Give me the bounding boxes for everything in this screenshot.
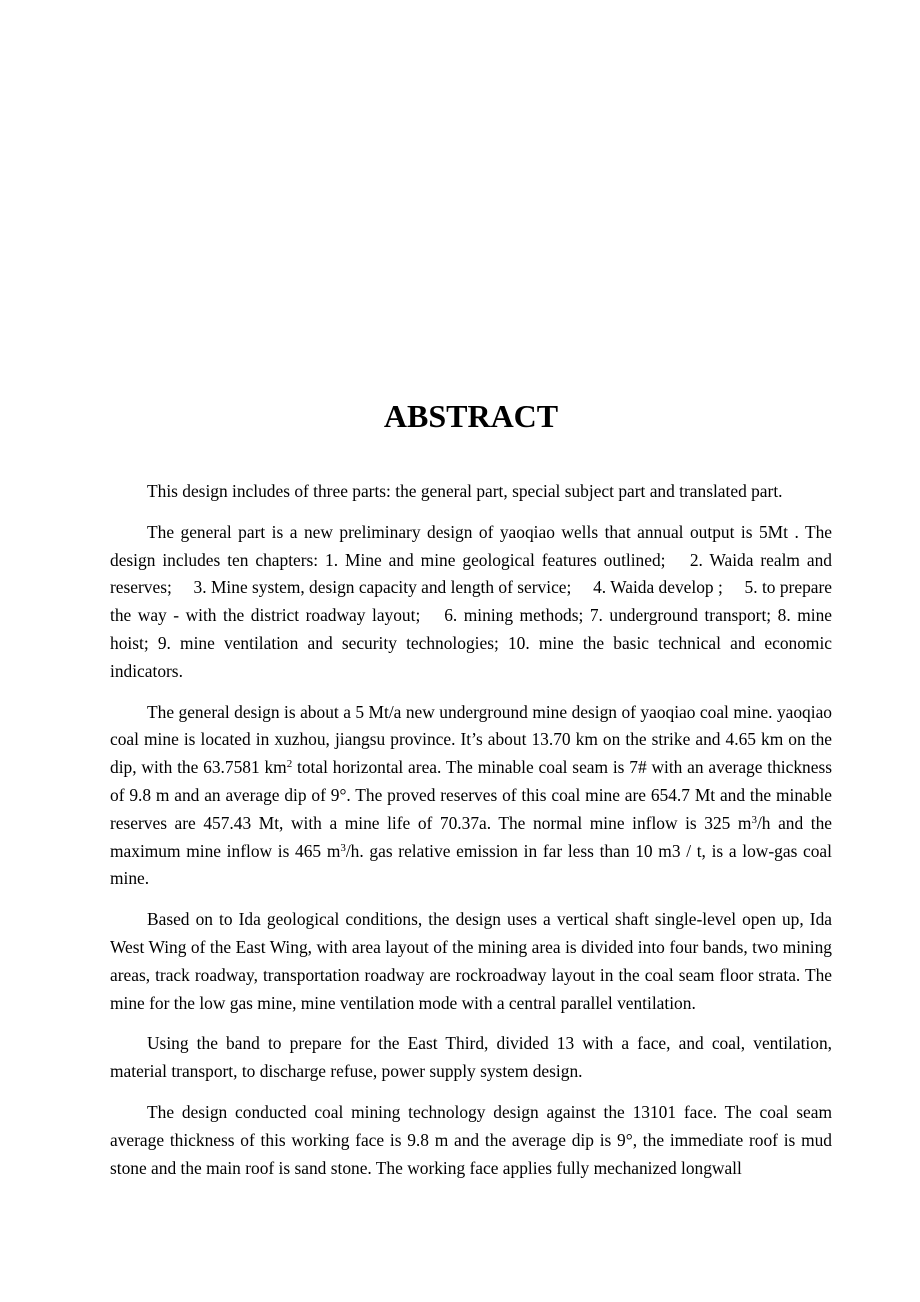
paragraph-6: The design conducted coal mining technology design against the 13101 face. The coal seam average thickness of this working face is 9.8 m and the average dip is 9°, the immediate roof is mud stone and the main roof is sand stone. The working face applies fully mechanized longwall bbox=[110, 1101, 832, 1178]
paragraph-4: Based on to Ida geological conditions, the design uses a vertical shaft single-level open up, Ida West Wing of the East Wing, with area layout of the mining area is divided into four bands, two mining areas, track roadway, transportation roadway are rockroadway layout in the coal seam floor strata. The mine for the low gas mine, mine ventilation mode with a central parallel ventilation. bbox=[110, 909, 832, 1013]
superscript-3: 3 bbox=[751, 813, 757, 826]
paragraph-3-text-4: /h. gas relative emission in far less than 10 m3 / t, is a low-gas coal mine. bbox=[110, 840, 832, 889]
abstract-body bbox=[110, 478, 832, 1195]
paragraph-2: The general part is a new preliminary design of yaoqiao wells that annual output is 5Mt . The design includes ten chapters: 1. Mine and mine geological features outlined; 2. Waida realm and reserves; 3. Mine system, design capacity and length of service; 4. Waida develop ; 5. to prepare the way - with the district roadway layout; 6. mining methods; 7. underground transport; 8. mine hoist; 9. mine ventilation and security technologies; 10. mine the basic technical and economic indicators. bbox=[110, 521, 832, 681]
page-title: ABSTRACT bbox=[383, 398, 559, 434]
superscript-3-second: 3 bbox=[340, 841, 346, 854]
paragraph-5: Using the band to prepare for the East Third, divided 13 with a face, and coal, ventilation, material transport, to discharge refuse, power supply system design. bbox=[110, 1033, 832, 1082]
paragraph-3 bbox=[110, 699, 832, 894]
paragraph-1: This design includes of three parts: the general part, special subject part and translated part. bbox=[147, 481, 783, 501]
paragraph-3-text-1: The general design is about a 5 Mt/a new underground mine design of yaoqiao coal mine. yaoqiao coal mine is located in xuzhou, jiangsu province. It’s about 13.70 km on the strike and 4.65 km on the dip, with the 63.7581 km bbox=[110, 701, 832, 778]
superscript-2: 2 bbox=[286, 758, 293, 771]
paragraph-3-text-2: total horizontal area. The minable coal seam is 7# with an average thickness of 9.8 m and an average dip of 9°. The proved reserves of this coal mine are 654.7 Mt and the minable reserves are 457.43 Mt, with a mine life of 70.37a. The normal mine inflow is 325 m bbox=[110, 757, 832, 833]
paragraph-3-text-3: /h and the maximum mine inflow is 465 m bbox=[110, 812, 832, 861]
